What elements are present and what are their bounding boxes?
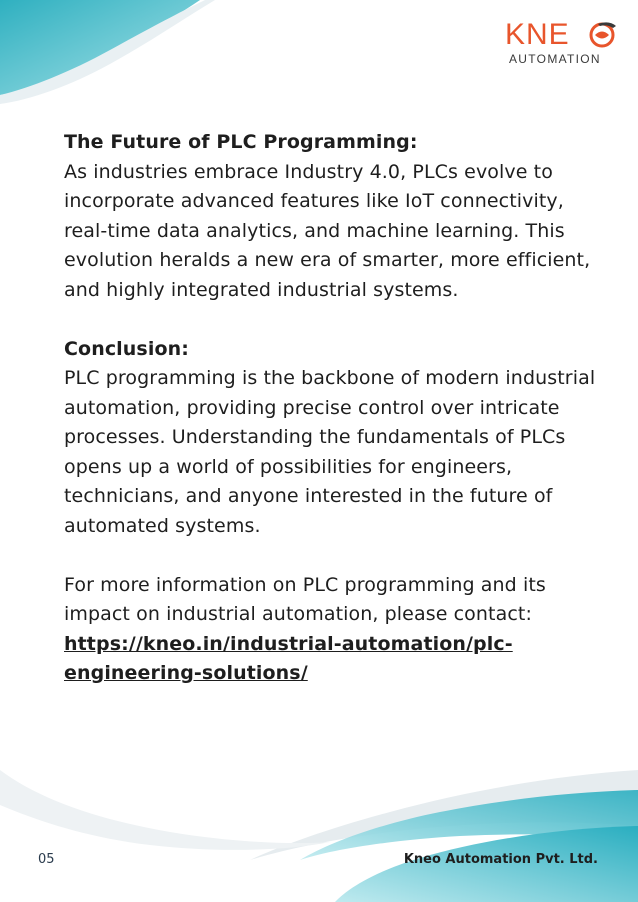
section-heading: The Future of PLC Programming:: [64, 131, 418, 153]
contact-link[interactable]: https://kneo.in/industrial-automation/plc-engineering-solutions/: [64, 632, 513, 684]
page-number: 05: [38, 852, 55, 867]
logo-subtitle: AUTOMATION: [509, 52, 601, 66]
section-contact: [64, 571, 604, 689]
section-text: For more information on PLC programming and its impact on industrial automation, please contact:: [64, 573, 546, 625]
kneo-automation-logo: [505, 18, 615, 68]
logo-wordmark: KNE: [505, 18, 570, 51]
section-future: [64, 128, 604, 305]
section-conclusion: [64, 335, 604, 542]
section-text: PLC programming is the backbone of modern industrial automation, providing precise control over intricate processes. Understanding the fundamentals of PLCs opens up a world of possibilities for engineers, technicians, and anyone interested in the future of automated systems.: [64, 367, 596, 537]
document-body: [64, 128, 604, 718]
globe-icon: [589, 20, 617, 50]
company-name: Kneo Automation Pvt. Ltd.: [403, 852, 598, 867]
section-text: As industries embrace Industry 4.0, PLCs evolve to incorporate advanced features like IoT connectivity, real-time data analytics, and machine learning. This evolution heralds a new era of smarter, more efficient, and highly integrated industrial systems.: [64, 160, 591, 301]
section-heading: Conclusion:: [64, 337, 189, 360]
